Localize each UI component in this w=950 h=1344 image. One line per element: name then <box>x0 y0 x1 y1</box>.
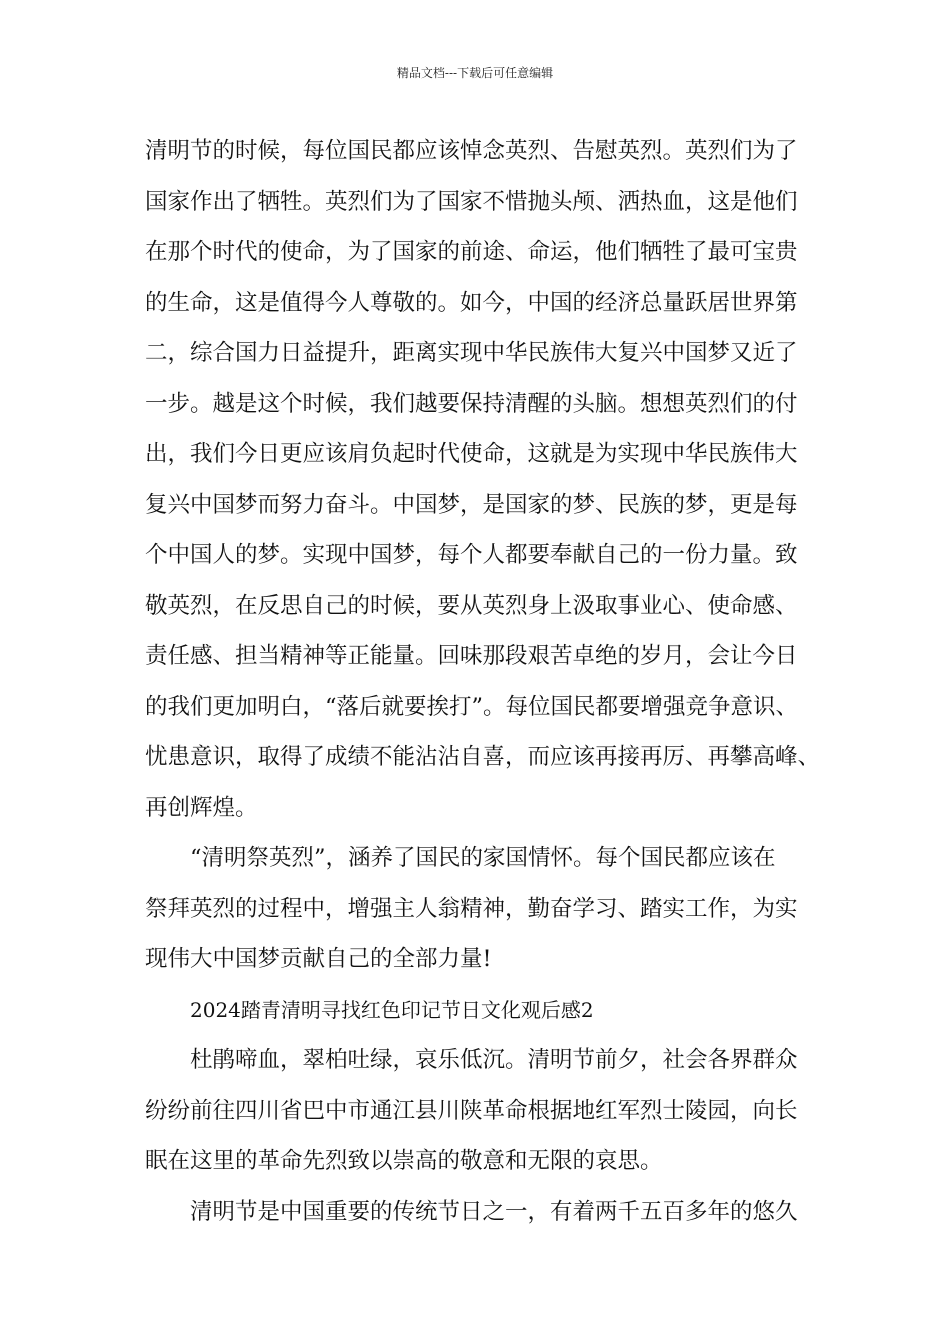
paragraph-1-line: 个中国人的梦。实现中国梦，每个人都要奉献自己的一份力量。致 <box>145 542 798 568</box>
paragraph-1-line: 一步。越是这个时候，我们越要保持清醒的头脑。想想英烈们的付 <box>145 390 798 417</box>
paragraph-1-line: 清明节的时候，每位国民都应该悼念英烈、告慰英烈。英烈们为了 <box>145 138 798 164</box>
paragraph-1-line: 出，我们今日更应该肩负起时代使命，这就是为实现中华民族伟大 <box>145 441 798 467</box>
paragraph-4-line: 清明节是中国重要的传统节日之一，有着两千五百多年的悠久 <box>190 1198 798 1225</box>
paragraph-1-line: 在那个时代的使命，为了国家的前途、命运，他们牺牲了最可宝贵 <box>145 239 798 265</box>
paragraph-1-line: 责任感、担当精神等正能量。回味那段艰苦卓绝的岁月，会让今日 <box>145 643 798 669</box>
page-header: 精品文档---下载后可任意编辑 <box>396 66 554 80</box>
paragraph-2-line: 祭拜英烈的过程中，增强主人翁精神，勤奋学习、踏实工作，为实 <box>145 895 798 922</box>
paragraph-2-line: “清明祭英烈”，涵养了国民的家国情怀。每个国民都应该在 <box>190 845 776 871</box>
paragraph-1-line: 的生命，这是值得今人尊敬的。如今，中国的经济总量跃居世界第 <box>145 289 798 316</box>
paragraph-1-line: 国家作出了牺牲。英烈们为了国家不惜抛头颅、洒热血，这是他们 <box>145 188 798 215</box>
paragraph-3-line: 眠在这里的革命先烈致以崇高的敬意和无限的哀思。 <box>145 1148 663 1174</box>
paragraph-1-line: 忧患意识，取得了成绩不能沾沾自喜，而应该再接再厉、再攀高峰、 <box>145 744 821 770</box>
section-title: 2024踏青清明寻找红色印记节日文化观后感2 <box>190 997 594 1022</box>
paragraph-3-line: 纷纷前往四川省巴中市通江县川陕革命根据地红军烈士陵园，向长 <box>145 1097 798 1124</box>
paragraph-1-line: 再创辉煌。 <box>145 794 258 821</box>
document-body <box>145 126 825 1237</box>
paragraph-2-line: 现伟大中国梦贡献自己的全部力量! <box>145 946 492 972</box>
paragraph-1-line: 二，综合国力日益提升，距离实现中华民族伟大复兴中国梦又近了 <box>145 340 798 366</box>
paragraph-1-line: 复兴中国梦而努力奋斗。中国梦，是国家的梦、民族的梦，更是每 <box>145 491 798 518</box>
paragraph-1-line: 的我们更加明白，“落后就要挨打”。每位国民都要增强竞争意识、 <box>145 693 799 720</box>
paragraph-3-line: 杜鹃啼血，翠柏吐绿，哀乐低沉。清明节前夕，社会各界群众 <box>190 1047 798 1073</box>
paragraph-1-line: 敬英烈，在反思自己的时候，要从英烈身上汲取事业心、使命感、 <box>145 592 798 619</box>
